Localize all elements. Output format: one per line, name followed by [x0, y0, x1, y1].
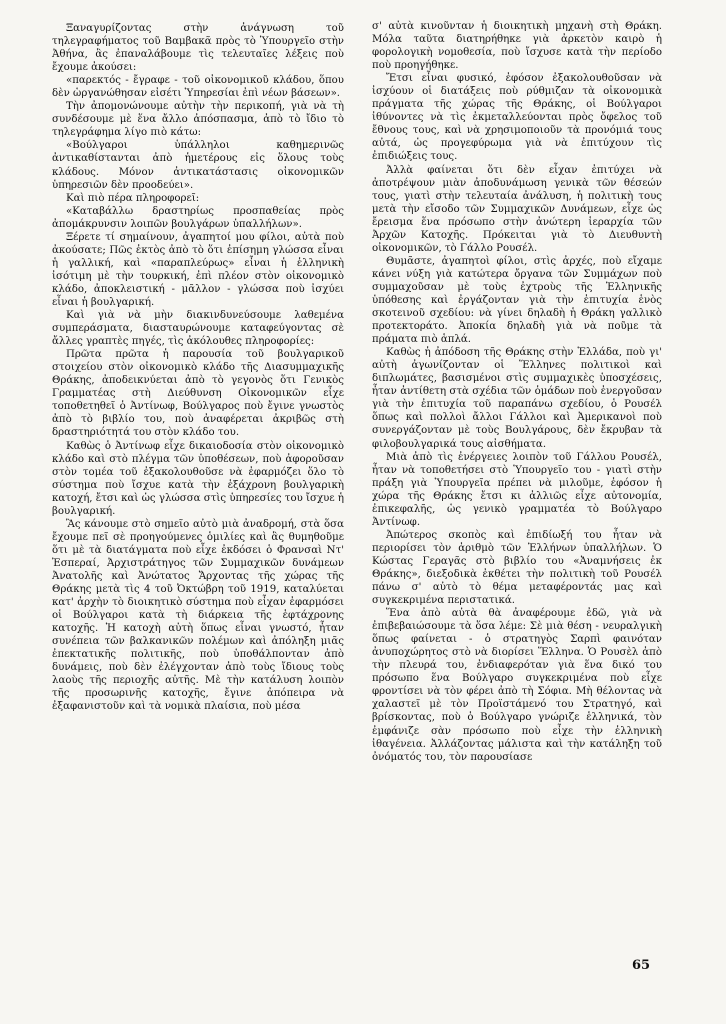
paragraph: Πρῶτα πρῶτα ἡ παρουσία τοῦ βουλγαρικοῦ στοιχείου στὸν οἰκονομικὸ κλάδο τῆς Διασυμμαχικῆς Θράκης, ἀποδεικνύεται ἀπὸ τὸ γεγονὸς ὅτι Γενικὸς Γραμματέας στὴ Διεύθυνση Οἰκονομικῶν εἶχε τοποθετηθεῖ ὁ Ἀντίνωφ, Βούλγαρος ποὺ ἔγινε γνωστὸς ἀπὸ τὸ βιβλίο του, ποὺ ἀναφέρεται ἀκριβῶς στὴ δραστηριότητά του στὸν κλάδο του.: [52, 349, 344, 439]
paragraph: Ξέρετε τί σημαίνουν, ἀγαπητοί μου φίλοι, αὐτὰ ποὺ ἀκούσατε; Πῶς ἐκτὸς ἀπὸ τὸ ὅτι ἐπίσημη γλώσσα εἶναι ἡ γαλλική, καὶ «παραπλεύρως» εἶναι ἡ ἑλληνικὴ ἰσότιμη μὲ τὴν τουρκική, ἐπὶ πλέον στὸν οἰκονομικὸ κλάδο, ἀποκλειστική - μᾶλλον - γλώσσα ποὺ ἰσχύει εἶναι ἡ βουλγαρική.: [52, 231, 344, 308]
paragraph: Ἀλλὰ φαίνεται ὅτι δὲν εἶχαν ἐπιτύχει νὰ ἀποτρέψουν μιὰν ἀποδυνάμωση γενικὰ τῶν θέσεών τους, γιατὶ στὴν τελευταία ἀνάλυση, ἡ πολιτικὴ τους μετὰ τὴν εἴσοδο τῶν Συμμαχικῶν Δυνάμεων, εἶχε ὡς ἔρεισμα ἕνα πρόσωπο στὴν ἀνώτερη ἱεραρχία τῶν Ἀρχῶν Κατοχῆς. Πρόκειται γιὰ τὸ Διευθυντὴ οἰκονομικῶν, τὸ Γάλλο Ρουσέλ.: [372, 164, 662, 254]
paragraph: Ἔτσι εἶναι φυσικό, ἐφόσον ἐξακολουθοῦσαν νὰ ἰσχύουν οἱ διατάξεις ποὺ ρύθμιζαν τὰ οἰκονομικὰ πράγματα τῆς χώρας τῆς Θράκης, οἱ Βούλγαροι ἰθύνοντες νὰ τὶς ἐκμεταλλεύονται πρὸς ὄφελος τοῦ ἔθνους τους, καὶ νὰ χρησιμοποιοῦν τὰ προνόμιά τους αὐτά, ὡς προγεφύρωμα γιὰ νὰ ἐπιτύχουν τὶς ἐπιδιώξεις τους.: [372, 73, 662, 163]
paragraph: Καὶ πιὸ πέρα πληροφορεῖ:: [66, 192, 200, 204]
paragraph: Ἕνα ἀπὸ αὐτὰ θὰ ἀναφέρουμε ἐδῶ, γιὰ νὰ ἐπιβεβαιώσουμε τὰ ὅσα λέμε: Σὲ μιὰ θέση - νευραλγικὴ ὅπως φαίνεται - ὁ στρατηγὸς Σαρπὶ φαινόταν ἀνυποχώρητος στὸ νὰ διορίσει Ἕλληνα. Ὁ Ρουσὲλ ἀπὸ τὴν πλευρά του, ἐνδιαφερόταν γιὰ ἕνα δικό του πρόσωπο ἕνα Βούλγαρο συγκεκριμένα ποὺ εἶχε φροντίσει νὰ τὸν φέρει ἀπὸ τὴ Σόφια. Μὴ θέλοντας νὰ χαλαστεῖ μὲ τὸν Προϊστάμενό του Στρατηγό, καὶ βρίσκοντας, ποὺ ὁ Βούλγαρο γνώριζε ἑλληνικά, τὸν ἐμφάνιζε σὰν πρόσωπο ποὺ εἶχε τὴν ἑλληνικὴ ἰθαγένεια. Ἀλλάζοντας μάλιστα καὶ τὴν κατάληξη τοῦ ὀνόματός του, τὸν παρουσίασε: [372, 608, 662, 763]
paragraph: Μιὰ ἀπὸ τὶς ἐνέργειες λοιπὸν τοῦ Γάλλου Ρουσέλ, ἦταν νὰ τοποθετήσει στὸ Ὑπουργεῖο του - γιατὶ στὴν πράξη γιὰ Ὑπουργεῖα πρέπει νὰ μιλοῦμε, ἐφόσον ἡ χώρα τῆς Θράκης ἔτσι κι ἀλλιῶς εἶχε αὐτονομία, ἐπικεφαλῆς, ὡς γενικὸ γραμματέα τὸ Βούλγαρο Ἀντίνωφ.: [372, 451, 662, 528]
paragraph: Καὶ γιὰ νὰ μὴν διακινδυνεύσουμε λαθεμένα συμπεράσματα, διασταυρώνουμε καταφεύγοντας σὲ ἄλλες γραπτὲς πηγές, τὶς ἀκόλουθες πληροφορίες:: [52, 310, 344, 348]
paragraph: Θυμᾶστε, ἀγαπητοὶ φίλοι, στὶς ἀρχές, ποὺ εἴχαμε κάνει νύξη γιὰ κατώτερα ὄργανα τῶν Συμμάχων ποὺ συμμαχοῦσαν μὲ τοὺς ἐχτροὺς τῆς Ἑλληνικῆς ὑπόθεσης καὶ ἐργάζονταν γιὰ τὴν ἐπιτυχία ἑνὸς σκοτεινοῦ σχεδίου: νὰ γίνει δηλαδὴ ἡ Θράκη γαλλικὸ προτεκτοράτο. Ἀποκία δηλαδὴ γιὰ νὰ ποῦμε τὰ πράματα πιὸ ἁπλά.: [372, 255, 662, 346]
left-column: [52, 22, 344, 713]
right-column: [372, 20, 662, 764]
paragraph-continued: σ' αὐτὰ κινοῦνταν ἡ διοικητικὴ μηχανὴ στὴ Θράκη. Μόλα ταῦτα διατηρήθηκε γιὰ ἀρκετὸν καιρὸ ἡ φορολογικὴ νομοθεσία, ποὺ ἴσχυσε κατὰ τὴν περίοδο ποὺ προηγήθηκε.: [372, 21, 662, 72]
quoted-paragraph: «παρεκτός - ἔγραφε - τοῦ οἰκονομικοῦ κλάδου, ὅπου δὲν ὡργανώθησαν εἰσέτι Ὑπηρεσίαι ἐπὶ νέων βάσεων».: [52, 75, 344, 100]
paragraph: Τὴν ἀπομονώνουμε αὐτὴν τὴν περικοπή, γιὰ νὰ τὴ συνδέσουμε μὲ ἕνα ἄλλο ἀπόσπασμα, ἀπὸ τὸ ἴδιο τὸ τηλεγράφημα λίγο πιὸ κάτω:: [52, 101, 344, 139]
page-number: 65: [632, 958, 651, 973]
paragraph: Ξαναγυρίζοντας στὴν ἀνάγνωση τοῦ τηλεγραφήματος τοῦ Βαμβακᾶ πρὸς τὸ Ὑπουργεῖο στὴν Ἀθήνα, ἂς ἐπαναλάβουμε τὶς τελευταῖες λέξεις ποὺ ἔχουμε ἀκούσει:: [52, 23, 344, 74]
quoted-paragraph: «Βούλγαροι ὑπάλληλοι καθημερινῶς ἀντικαθίστανται ἀπὸ ἡμετέρους εἰς ὅλους τοὺς κλάδους. Μόνον ἀντικατάστασις οἰκονομικῶν ὑπηρεσιῶν δὲν προοδεύει».: [52, 140, 344, 191]
paragraph: Ἀπώτερος σκοπὸς καὶ ἐπιδίωξή του ἦταν νὰ περιορίσει τὸν ἀριθμὸ τῶν Ἑλλήνων ὑπαλλήλων. Ὁ Κώστας Γεραγᾶς στὸ βιβλίο του «Ἀναμνήσεις ἐκ Θράκης», διεξοδικὰ ἐκθέτει τὴν πολιτικὴ τοῦ Ρουσέλ πάνω σ' αὐτὸ τὸ θέμα μεταφέροντάς μας καὶ συγκεκριμένα περιστατικά.: [372, 529, 662, 607]
paragraph: Καθὼς ὁ Ἀντίνωφ εἶχε δικαιοδοσία στὸν οἰκονομικὸ κλάδο καὶ στὸ πλέγμα τῶν ὑποθέσεων, ποὺ ἀφοροῦσαν στὸν τομέα τοῦ ἐξακολουθοῦσε νὰ ἐφαρμόζει ὅλο τὸ σύστημα ποὺ ἴσχυε κατὰ τὴν ἑξάχρονη βουλγαρικὴ κατοχή, ἔτσι καὶ ὡς γλώσσα στὶς ὑπηρεσίες του ἴσχυε ἡ βουλγαρική.: [52, 440, 344, 517]
paragraph: Ἂς κάνουμε στὸ σημεῖο αὐτὸ μιὰ ἀναδρομή, στὰ ὅσα ἔχουμε πεῖ σὲ προηγούμενες ὁμιλίες καὶ ἂς θυμηθοῦμε ὅτι μὲ τὰ διατάγματα ποὺ εἶχε ἐκδόσει ὁ Φρανσαὶ Ντ' Ἐσπεραί, Ἀρχιστράτηγος τῶν Συμμαχικῶν δυνάμεων Ἀνατολῆς καὶ Ἀνώτατος Ἄρχοντας τῆς χώρας τῆς Θράκης μετὰ τὶς 4 τοῦ Ὀκτώβρη τοῦ 1919, καταλύεται κατ' ἀρχὴν τὸ διοικητικὸ σύστημα ποὺ εἶχαν ἐφαρμόσει οἱ Βούλγαροι κατὰ τὴ διάρκεια τῆς ἑφτάχρονης κατοχῆς. Ἡ κατοχὴ αὐτὴ ὅπως εἶναι γνωστό, ἦταν συνέπεια τῶν βαλκανικῶν πολέμων καὶ ἀπόληξη μιᾶς ἐπεκτατικῆς πολιτικῆς, ποὺ ὑποθάλπονταν ἀπὸ δυνάμεις, ποὺ δὲν ἐλέγχονταν ἀπὸ τοὺς ἴδιους τοὺς λαοὺς τῆς περιοχῆς αὐτῆς. Μὲ τὴν κατάλυση λοιπὸν τῆς προσωρινῆς κατοχῆς, ἔγινε ἀπόπειρα νὰ ἐξαφανιστοῦν καὶ τὰ νομικὰ πλαίσια, ποὺ μέσα: [52, 518, 344, 713]
quoted-paragraph: «Καταβάλλω δραστηρίως προσπαθείας πρὸς ἀπομάκρυνσιν λοιπῶν βουλγάρων ὑπαλλήλων».: [52, 205, 344, 230]
paragraph: Καθὼς ἡ ἀπόδοση τῆς Θράκης στὴν Ἑλλάδα, ποὺ γι' αὐτὴ ἀγωνίζονταν οἱ Ἕλληνες πολιτικοὶ καὶ διπλωμάτες, βασισμένοι στὶς συμμαχικὲς ὑποσχέσεις, ἦταν ἀντίθετη στὰ σχέδια τῶν ὁμάδων ποὺ ἐνεργοῦσαν γιὰ τὴν ἐπιτυχία τοῦ παραπάνω σχεδίου, ὁ Ρουσέλ ὅπως καὶ πολλοὶ ἄλλοι Γάλλοι καὶ Ἀμερικανοὶ ποὺ συνεργάζονταν μὲ τοὺς Βουλγάρους, δὲν ἔκρυβαν τὰ φιλοβουλγαρικά τους αἰσθήματα.: [372, 347, 662, 450]
